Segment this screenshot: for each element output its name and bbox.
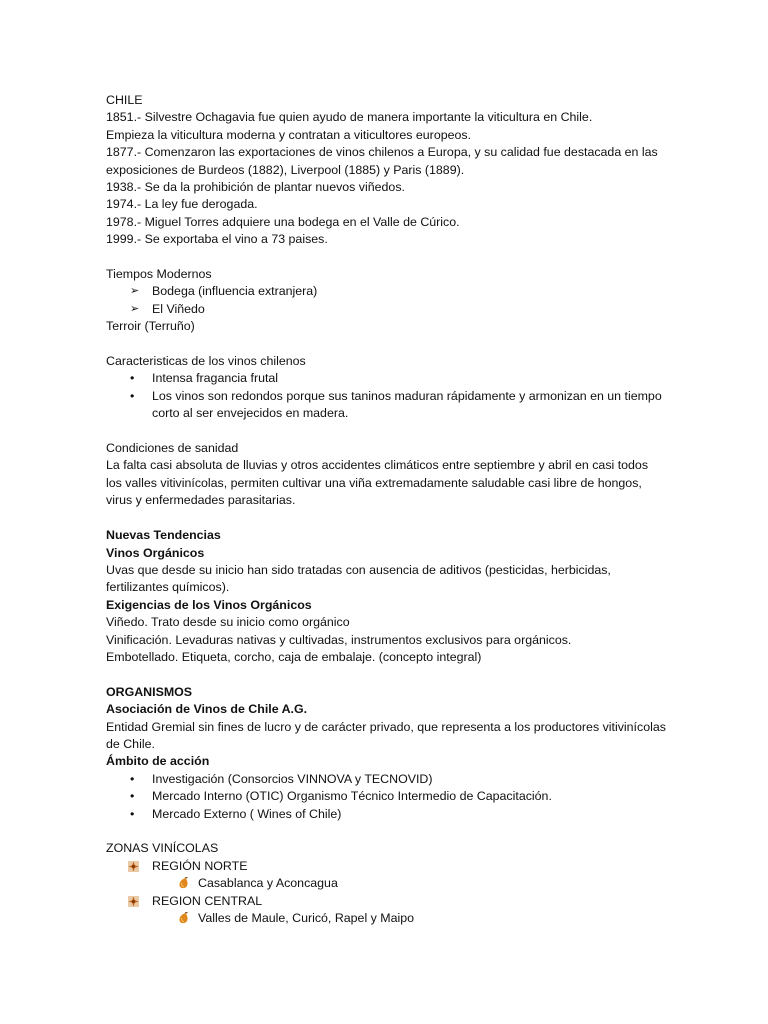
sanity-paragraph: La falta casi absoluta de lluvias y otros accidentes climáticos entre septiembre y abril en casi todos los valles vitivinícolas, permiten cultivar una viña extremadamente saludable casi libre de hongos, virus y enfermedades parasitarias. <box>106 458 649 508</box>
list-item: • Intensa fragancia frutal <box>106 370 666 387</box>
characteristics-list <box>106 370 666 422</box>
zones-list <box>106 858 666 928</box>
list-item: • Mercado Interno (OTIC) Organismo Técnico Intermedio de Capacitación. <box>106 788 666 805</box>
history-line: Empieza la viticultura moderna y contratan a viticultores europeos. <box>106 127 472 142</box>
requirements-title: Exigencias de los Vinos Orgánicos <box>106 597 312 612</box>
section-title-chile: CHILE <box>106 93 143 107</box>
section-title-trends: Nuevas Tendencias <box>106 528 221 543</box>
section-title-sanity: Condiciones de sanidad <box>106 441 239 456</box>
modern-list <box>106 283 666 318</box>
history-line: 1999.- Se exportaba el vino a 73 paises. <box>106 232 328 247</box>
history-line: 1877.- Comenzaron las exportaciones de vinos chilenos a Europa, y su calidad fue destacada en las <box>106 145 658 160</box>
scope-list <box>106 771 666 823</box>
list-item: Casablanca y Aconcagua <box>106 875 666 892</box>
requirement-line: Viñedo. Trato desde su inicio como orgánico <box>106 615 350 630</box>
fruit-bullet-icon <box>178 912 189 924</box>
bullet-icon: • <box>130 388 135 403</box>
bullet-icon: • <box>130 789 135 804</box>
list-item: • Mercado Externo ( Wines of Chile) <box>106 806 666 823</box>
star-bullet-icon <box>128 896 139 907</box>
history-line: exposiciones de Burdeos (1882), Liverpool (1885) y Paris (1889). <box>106 162 465 177</box>
scope-title: Ámbito de acción <box>106 754 210 769</box>
list-item: ➢ El Viñedo <box>106 301 666 318</box>
bullet-icon: • <box>130 771 135 786</box>
history-line: 1938.- Se da la prohibición de plantar nuevos viñedos. <box>106 180 405 195</box>
association-paragraph: Entidad Gremial sin fines de lucro y de carácter privado, que representa a los productores vitivinícolas de Chile. <box>106 719 666 751</box>
list-item: ➢ Bodega (influencia extranjera) <box>106 283 666 300</box>
bullet-icon: • <box>130 371 135 386</box>
history-line: 1851.- Silvestre Ochagavia fue quien ayudo de manera importante la viticultura en Chile. <box>106 110 593 125</box>
section-title-zones: ZONAS VINÍCOLAS <box>106 841 219 856</box>
list-item: Valles de Maule, Curicó, Rapel y Maipo <box>106 910 666 927</box>
requirement-line: Embotellado. Etiqueta, corcho, caja de embalaje. (concepto integral) <box>106 649 482 664</box>
history-line: 1974.- La ley fue derogada. <box>106 197 258 212</box>
organic-title: Vinos Orgánicos <box>106 545 205 560</box>
arrow-bullet-icon: ➢ <box>130 302 140 315</box>
section-title-modern: Tiempos Modernos <box>106 267 212 282</box>
star-bullet-icon <box>128 861 139 872</box>
list-item: • Investigación (Consorcios VINNOVA y TECNOVID) <box>106 771 666 788</box>
list-item: REGIÓN NORTE <box>106 858 666 875</box>
section-title-characteristics: Caracteristicas de los vinos chilenos <box>106 354 306 369</box>
section-title-organisms: ORGANISMOS <box>106 684 193 699</box>
association-title: Asociación de Vinos de Chile A.G. <box>106 702 308 717</box>
arrow-bullet-icon: ➢ <box>130 285 140 298</box>
bullet-icon: • <box>130 806 135 821</box>
list-item: REGION CENTRAL <box>106 893 666 910</box>
document-page <box>106 92 666 927</box>
organic-paragraph: Uvas que desde su inicio han sido tratadas con ausencia de aditivos (pesticidas, herbicidas, fertilizantes químicos). <box>106 562 611 595</box>
requirement-line: Vinificación. Levaduras nativas y cultivadas, instrumentos exclusivos para orgánicos. <box>106 632 572 647</box>
terroir-line: Terroir (Terruño) <box>106 319 195 334</box>
list-item: • Los vinos son redondos porque sus taninos maduran rápidamente y armonizan en un tiempo corto al ser envejecidos en madera. <box>130 388 662 421</box>
history-line: 1978.- Miguel Torres adquiere una bodega en el Valle de Cúrico. <box>106 214 460 229</box>
fruit-bullet-icon <box>178 877 189 889</box>
